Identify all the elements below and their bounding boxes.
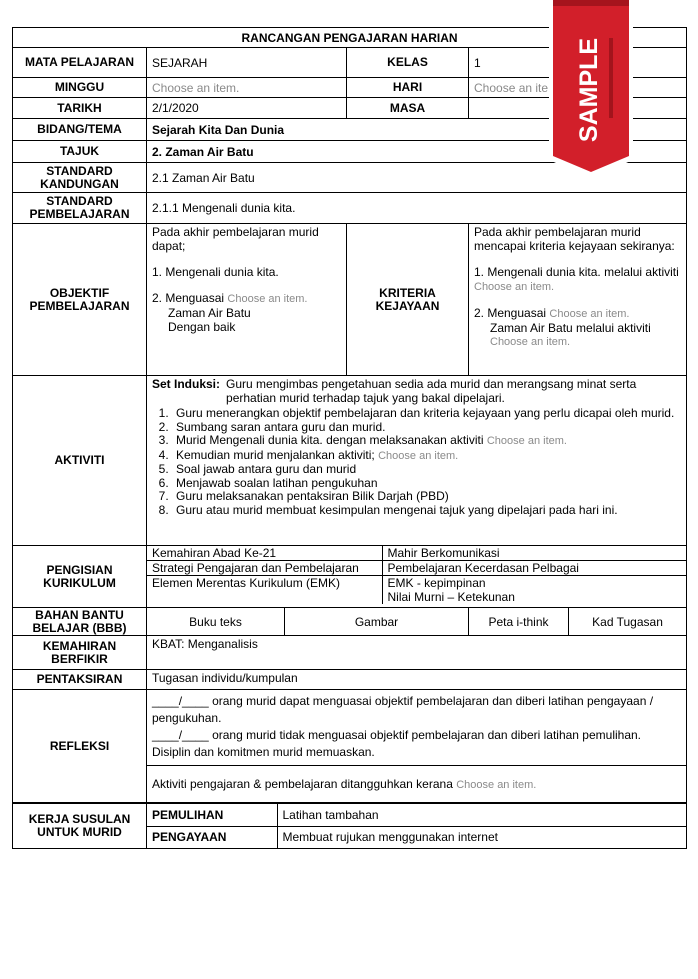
set-induksi-label: Set Induksi: bbox=[152, 377, 221, 391]
kerja-susulan-cell bbox=[147, 803, 687, 849]
value-standard-pembelajaran[interactable]: 2.1.1 Mengenali dunia kita. bbox=[147, 193, 687, 224]
pengisian-strategi-value[interactable]: Pembelajaran Kecerdasan Pelbagai bbox=[382, 561, 686, 576]
label-pemulihan: PEMULIHAN bbox=[147, 804, 277, 826]
activity-4-dropdown[interactable]: Choose an item. bbox=[378, 449, 459, 462]
label-pentaksiran: PENTAKSIRAN bbox=[13, 670, 147, 690]
minggu-dropdown[interactable]: Choose an item. bbox=[147, 78, 347, 98]
objektif-cell[interactable] bbox=[147, 224, 347, 376]
activity-item: 1. Guru menerangkan objektif pembelajaran dan kriteria kejayaan yang perlu dicapai oleh murid. bbox=[172, 407, 681, 421]
objektif-item-2-line-2: Zaman Air Batu bbox=[168, 306, 251, 320]
activity-item: 7. Guru melaksanakan pentaksiran Bilik Darjah (PBD) bbox=[172, 490, 681, 504]
label-kriteria: KRITERIA KEJAYAAN bbox=[347, 224, 469, 376]
objektif-item-2-line-3: Dengan baik bbox=[168, 320, 236, 334]
value-kemahiran-berfikir[interactable]: KBAT: Menganalisis bbox=[147, 636, 687, 670]
label-bbb: BAHAN BANTU BELAJAR (BBB) bbox=[13, 608, 147, 636]
bbb-item-3[interactable]: Peta i-think bbox=[469, 608, 569, 636]
activity-item: 2. Sumbang saran antara guru dan murid. bbox=[172, 421, 681, 435]
label-mata-pelajaran: MATA PELAJARAN bbox=[13, 48, 147, 78]
bbb-item-2[interactable]: Gambar bbox=[285, 608, 469, 636]
value-tarikh[interactable]: 2/1/2020 bbox=[147, 98, 347, 119]
value-pemulihan[interactable]: Latihan tambahan bbox=[277, 804, 686, 826]
value-tajuk[interactable]: 2. Zaman Air Batu bbox=[147, 141, 687, 163]
refleksi-line-3: Aktiviti pengajaran & pembelajaran ditangguhkan kerana bbox=[152, 777, 453, 791]
activity-item: 4. Kemudian murid menjalankan aktiviti; Choose an item. bbox=[172, 449, 681, 464]
label-aktiviti: AKTIVITI bbox=[13, 376, 147, 546]
kriteria-item-1: 1. Mengenali dunia kita. melalui aktiviti bbox=[474, 265, 679, 279]
value-pentaksiran[interactable]: Tugasan individu/kumpulan bbox=[147, 670, 687, 690]
label-pengayaan: PENGAYAAN bbox=[152, 830, 227, 845]
value-standard-kandungan[interactable]: 2.1 Zaman Air Batu bbox=[147, 163, 687, 193]
pengisian-emk-value[interactable]: EMK - kepimpinan Nilai Murni – Ketekunan bbox=[382, 576, 686, 605]
refleksi-cell bbox=[147, 690, 687, 804]
activity-3-dropdown[interactable]: Choose an item. bbox=[486, 435, 567, 447]
aktiviti-cell[interactable] bbox=[147, 376, 687, 546]
label-refleksi: REFLEKSI bbox=[13, 690, 147, 804]
pengisian-grid bbox=[147, 546, 686, 604]
activity-item: 3. Murid Mengenali dunia kita. dengan melaksanakan aktiviti Choose an item. bbox=[172, 434, 681, 449]
value-pengayaan[interactable]: Membuat rujukan menggunakan internet bbox=[277, 826, 686, 848]
refleksi-blank-1[interactable]: ____/____ bbox=[152, 694, 209, 708]
pengisian-abad-21[interactable]: Kemahiran Abad Ke-21 bbox=[147, 546, 382, 561]
sample-watermark bbox=[549, 0, 633, 180]
value-mata-pelajaran[interactable]: SEJARAH bbox=[147, 48, 347, 78]
label-tajuk: TAJUK bbox=[13, 141, 147, 163]
set-induksi-text: Guru mengimbas pengetahuan sedia ada murid dan merangsang minat serta perhatian murid terhadap tajuk yang bakal dipelajari. bbox=[226, 377, 637, 405]
value-kelas[interactable]: 1 bbox=[469, 48, 687, 78]
pengisian-strategi[interactable]: Strategi Pengajaran dan Pembelajaran bbox=[147, 561, 382, 576]
bbb-item-1[interactable]: Buku teks bbox=[147, 608, 285, 636]
label-kelas: KELAS bbox=[347, 48, 469, 78]
refleksi-dropdown[interactable]: Choose an item. bbox=[456, 779, 537, 791]
label-objektif: OBJEKTIF PEMBELAJARAN bbox=[13, 224, 147, 376]
label-bidang-tema: BIDANG/TEMA bbox=[13, 119, 147, 141]
kriteria-item-1-dropdown[interactable]: Choose an item. bbox=[474, 281, 555, 293]
pengisian-cell bbox=[147, 546, 687, 608]
label-standard-pembelajaran: STANDARD PEMBELAJARAN bbox=[13, 193, 147, 224]
activity-item: 5. Soal jawab antara guru dan murid bbox=[172, 463, 681, 477]
activity-list bbox=[152, 407, 681, 517]
pengisian-abad-21-value[interactable]: Mahir Berkomunikasi bbox=[382, 546, 686, 561]
activity-item: 6. Menjawab soalan latihan pengukuhan bbox=[172, 477, 681, 491]
label-kerja-susulan: KERJA SUSULAN UNTUK MURID bbox=[13, 803, 147, 849]
refleksi-block[interactable] bbox=[147, 690, 686, 766]
objektif-item-1: 1. Mengenali dunia kita. bbox=[152, 265, 279, 279]
hari-dropdown[interactable]: Choose an ite bbox=[469, 78, 687, 98]
kerja-susulan-grid bbox=[147, 804, 686, 848]
kriteria-item-2-dropdown[interactable]: Choose an item. bbox=[549, 308, 630, 320]
objektif-item-2: 2. Menguasai bbox=[152, 291, 225, 305]
value-bidang-tema[interactable]: Sejarah Kita Dan Dunia bbox=[147, 119, 687, 141]
kriteria-item-2-line-2: Zaman Air Batu melalui aktiviti bbox=[490, 321, 651, 335]
label-masa: MASA bbox=[347, 98, 469, 119]
refleksi-blank-2[interactable]: ____/____ bbox=[152, 728, 209, 742]
label-tarikh: TARIKH bbox=[13, 98, 147, 119]
sample-watermark-text: SAMPLE bbox=[575, 37, 603, 143]
refleksi-line-2: orang murid tidak menguasai objektif pembelajaran dan diberi latihan pemulihan. Disiplin dan komitmen murid memuaskan. bbox=[152, 728, 642, 759]
bbb-item-4[interactable]: Kad Tugasan bbox=[569, 608, 687, 636]
activity-item: 8. Guru atau murid membuat kesimpulan mengenai tajuk yang dipelajari pada hari ini. bbox=[172, 504, 681, 518]
refleksi-postponed[interactable] bbox=[147, 766, 686, 802]
refleksi-line-1: orang murid dapat menguasai objektif pembelajaran dan diberi latihan pengayaan / pengukuhan. bbox=[152, 694, 654, 725]
kriteria-cell[interactable] bbox=[469, 224, 687, 376]
objektif-item-2-dropdown[interactable]: Choose an item. bbox=[227, 293, 308, 305]
label-hari: HARI bbox=[347, 78, 469, 98]
kriteria-item-2-dropdown-2[interactable]: Choose an item. bbox=[490, 336, 571, 348]
objektif-intro: Pada akhir pembelajaran murid dapat; bbox=[152, 225, 319, 253]
label-kemahiran-berfikir: KEMAHIRAN BERFIKIR bbox=[13, 636, 147, 670]
pengisian-emk[interactable]: Elemen Merentas Kurikulum (EMK) bbox=[152, 576, 341, 590]
label-minggu: MINGGU bbox=[13, 78, 147, 98]
kriteria-item-2: 2. Menguasai bbox=[474, 306, 547, 320]
document-title: RANCANGAN PENGAJARAN HARIAN bbox=[13, 28, 687, 48]
label-standard-kandungan: STANDARD KANDUNGAN bbox=[13, 163, 147, 193]
kriteria-intro: Pada akhir pembelajaran murid mencapai kriteria kejayaan sekiranya: bbox=[474, 225, 675, 253]
label-pengisian-kurikulum: PENGISIAN KURIKULUM bbox=[13, 546, 147, 608]
